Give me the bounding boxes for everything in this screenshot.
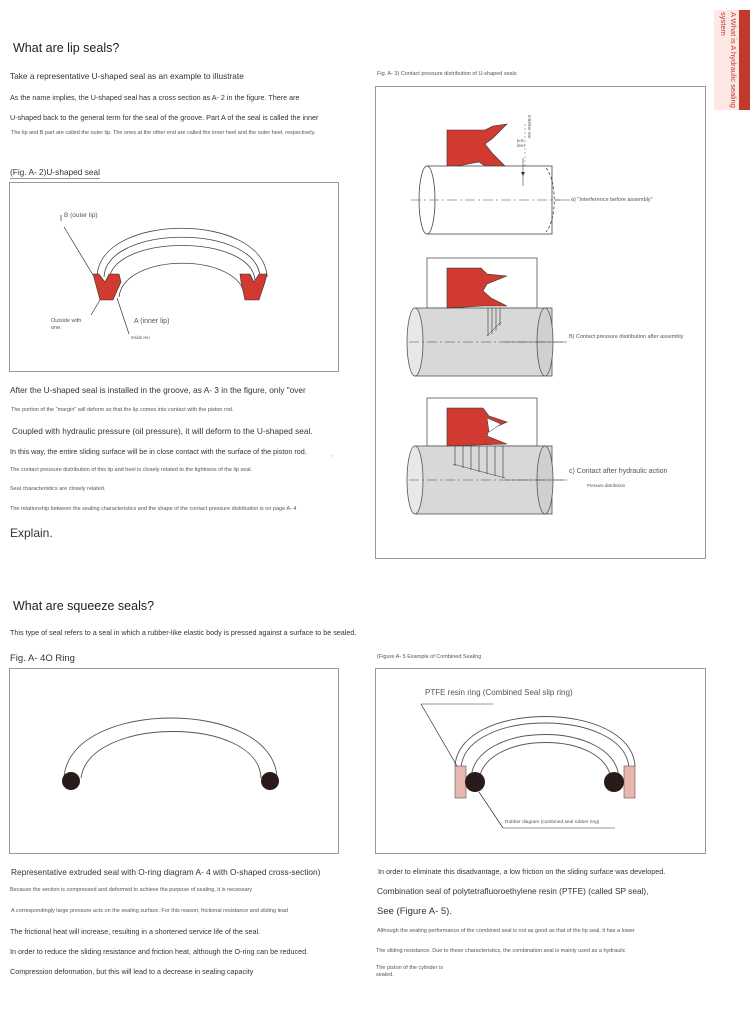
fig2-inside-label: Inside Hei bbox=[131, 335, 150, 340]
fig2-u-seal-diagram bbox=[9, 182, 339, 372]
squeeze-left-1: Because the section is compressed and deformed to achieve the purpose of sealing, it is necessary bbox=[10, 887, 253, 893]
fig5-caption: (Figure A- 5 Example of Combined Sealing bbox=[377, 654, 482, 660]
side-tab-bar bbox=[739, 10, 750, 110]
lip-p1: As the name implies, the U-shaped seal has a cross section as A- 2 in the figure. There are bbox=[10, 93, 300, 102]
lip-p7: In this way, the entire sliding surface will be in close contact with the surface of the piston rod. bbox=[10, 447, 307, 456]
lip-p3: The lip and B part are called the outer lip. The ones at the other end are called the inner heel and the outer heel, respectively. bbox=[11, 130, 316, 136]
lip-p9: Seal characteristics are closely related. bbox=[10, 486, 106, 492]
squeeze-right-4: The sliding resistance. Due to these characteristics, the combination seal is mainly used as a hydraulic bbox=[376, 948, 626, 954]
fig3-pressure-dist-label: Pressure distribution bbox=[587, 483, 626, 488]
fig4-oring-diagram bbox=[9, 668, 339, 854]
lip-p2: U-shaped back to the general term for the seal of the groove. Part A of the seal is called the inner bbox=[10, 113, 319, 122]
fig2-outer-lip-label: B (outer lip) bbox=[64, 212, 98, 219]
lip-p4: After the U-shaped seal is installed in the groove, as A- 3 in the figure, only "over bbox=[10, 385, 306, 395]
lip-p10: The relationship between the sealing characteristics and the shape of the contact pressure distribution is on page A- 4 bbox=[10, 506, 297, 512]
squeeze-right-2: See (Figure A- 5). bbox=[377, 906, 452, 917]
squeeze-left-3: The frictional heat will increase, resulting in a shortened service life of the seal. bbox=[10, 927, 261, 936]
squeeze-right-1: Combination seal of polytetrafluoroethylene resin (PTFE) (called SP seal), bbox=[377, 886, 649, 896]
lip-p6: Coupled with hydraulic pressure (oil pressure), it will deform to the U-shaped seal. bbox=[12, 426, 313, 436]
squeeze-right-5: The piston of the cylinder is sealed. bbox=[376, 965, 443, 978]
fig2-inner-lip-label: A (inner lip) bbox=[134, 318, 170, 325]
lip-p5: The portion of the "margin" will deform so that the lip comes into contact with the piston rod. bbox=[11, 407, 234, 413]
fig3-a-label: a) "Interference before assembly" bbox=[571, 197, 653, 203]
fig3-b-label: B) Contact pressure distribution after assembly bbox=[569, 334, 684, 340]
fig3-pressure-diagram bbox=[375, 86, 706, 559]
lip-intro: Take a representative U-shaped seal as an example to illustrate bbox=[10, 71, 244, 81]
fig2-outside-label: Outside with one. bbox=[51, 318, 82, 331]
lip-p11: Explain. bbox=[10, 526, 53, 540]
squeeze-left-2: A correspondingly large pressure acts on the sealing surface. For this reason, frictional resistance and sliding lead bbox=[11, 908, 288, 914]
fig5-rubber-label: Rubber diagram (combined seal rubber ring) bbox=[505, 820, 600, 825]
fig3-caption: Fig. A- 3) Contact pressure distribution of U-shaped seals bbox=[377, 71, 517, 77]
fig5-ptfe-label: PTFE resin ring (Combined Seal slip ring) bbox=[425, 688, 573, 697]
squeeze-intro: This type of seal refers to a seal in which a rubber-like elastic body is pressed against a surface to be sealed. bbox=[10, 628, 357, 637]
squeeze-title: What are squeeze seals? bbox=[13, 599, 155, 613]
fig4-caption: Fig. A- 4O Ring bbox=[10, 653, 75, 664]
fig2-caption: (Fig. A- 2)U-shaped seal bbox=[10, 167, 100, 177]
squeeze-left-4: In order to reduce the sliding resistance and friction heat, although the O-ring can be reduced. bbox=[10, 947, 309, 956]
squeeze-right-3: Although the sealing performance of the combined seal is not as good as that of the lip seal, it has a lower bbox=[377, 928, 635, 934]
fig3-position-label: pos ition bbox=[517, 138, 525, 148]
squeeze-left-5: Compression deformation, but this will lead to a decrease in sealing capacity bbox=[10, 967, 254, 976]
lip-title: What are lip seals? bbox=[13, 41, 120, 55]
squeeze-left-0: Representative extruded seal with O-ring diagram A- 4 with O-shaped cross-section) bbox=[11, 867, 321, 877]
fig3-interference-label: Interfere nce bbox=[527, 115, 532, 139]
lip-p7-mark: , bbox=[332, 452, 334, 458]
fig3-c-label: c) Contact after hydraulic action bbox=[569, 468, 668, 475]
squeeze-right-0: In order to eliminate this disadvantage, a low friction on the sliding surface was developed. bbox=[378, 867, 666, 876]
lip-p8: The contact pressure distribution of this lip and heel is closely related to the tightness of the lip seal. bbox=[10, 467, 253, 473]
side-tab-label: A What is A hydraulic sealing system bbox=[719, 12, 738, 108]
